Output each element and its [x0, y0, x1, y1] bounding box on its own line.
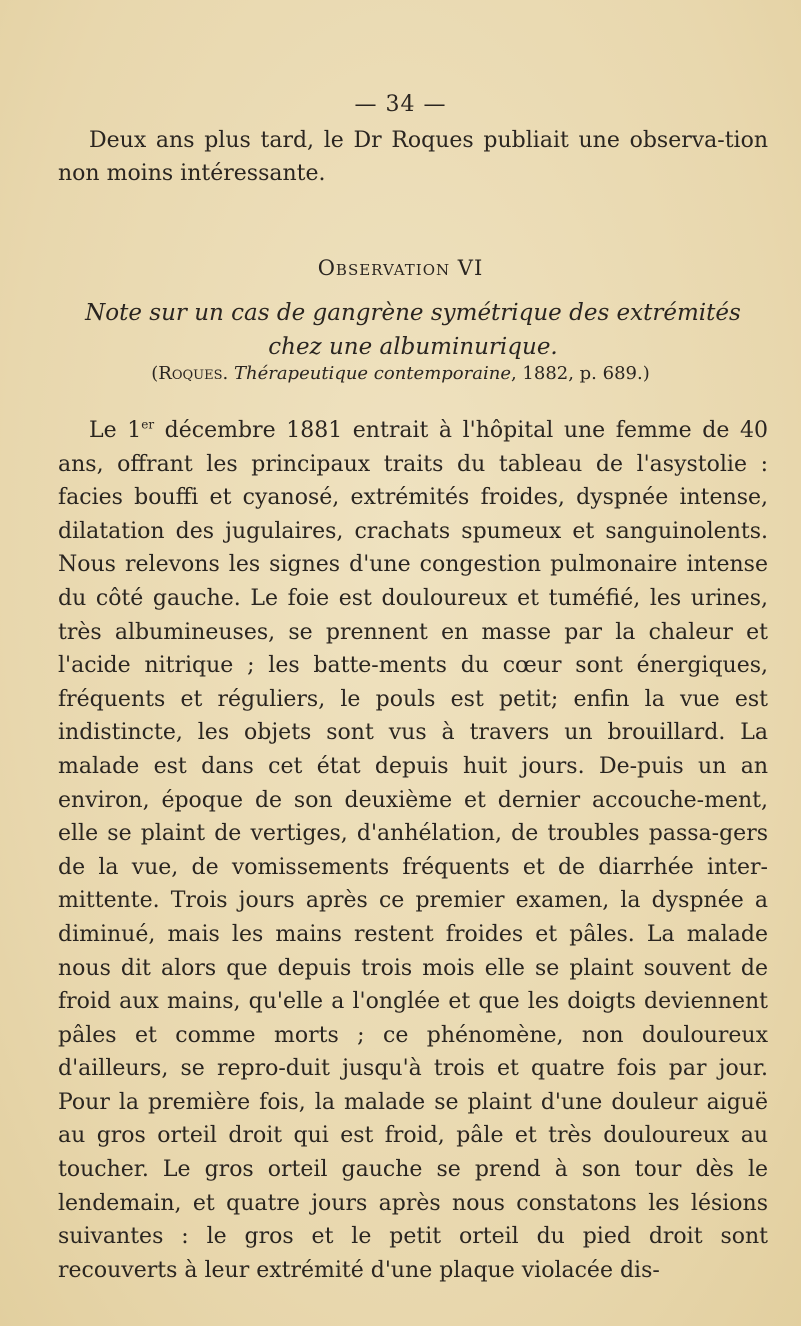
- citation-open: (: [151, 363, 159, 384]
- body-text: décembre 1881 entrait à l'hôpital une femme de 40 ans, offrant les principaux traits du tableau de l'asystolie : facies bouffi et cyanosé, extrémités froides, dyspnée intense, dilatation des jugulaires, crachats spumeux et sanguinolents. Nous relevons les signes d'une congestion pulmonaire intense du côté gauche. Le foie est douloureux et tuméfié, les urines, très albumineuses, se prennent en masse par la chaleur et l'acide nitrique ; les batte-ments du cœur sont énergiques, fréquents et réguliers, le pouls est petit; enfin la vue est indistincte, les objets sont vus à travers un brouillard. La malade est dans cet état depuis huit jours. De-puis un an environ, époque de son deuxième et dernier accouche-ment, elle se plaint de vertiges, d'anhélation, de troubles passa-gers de la vue, de vomissements fréquents et de diarrhée inter-mittente. Trois jours après ce premier examen, la dyspnée a diminué, mais les mains restent froides et pâles. La malade nous dit alors que depuis trois mois elle se plaint souvent de froid aux mains, qu'elle a l'onglée et que les doigts deviennent pâles et comme morts ; ce phénomène, non douloureux d'ailleurs, se repro-duit jusqu'à trois et quatre fois par jour. Pour la première fois, la malade se plaint d'une douleur aiguë au gros orteil droit qui est froid, pâle et très douloureux au toucher. Le gros orteil gauche se prend à son tour dès le lendemain, et quatre jours après nous constatons les lésions suivantes : le gros et le petit orteil du pied droit sont recouverts à leur extrémité d'une plaque violacée dis-: [58, 418, 768, 1283]
- observation-title: Note sur un cas de gangrène symétrique des extrémités chez une albuminurique.: [85, 300, 741, 360]
- intro-paragraph: Deux ans plus tard, le Dr Roques publiait une observa-tion non moins intéressante.: [58, 128, 768, 186]
- body-date-prefix: Le 1: [89, 418, 142, 443]
- citation-author: Roques: [158, 363, 223, 384]
- page-number: — 34 —: [354, 92, 447, 117]
- citation-details: , 1882, p. 689.): [510, 363, 650, 384]
- observation-heading: Observation VI: [317, 256, 484, 280]
- body-paragraph: [58, 414, 768, 1287]
- source-citation: (Roques. Thérapeutique contemporaine, 1882, p. 689.): [151, 363, 650, 384]
- body-date-superscript: er: [141, 417, 155, 432]
- citation-journal: Thérapeutique contemporaine: [233, 363, 511, 384]
